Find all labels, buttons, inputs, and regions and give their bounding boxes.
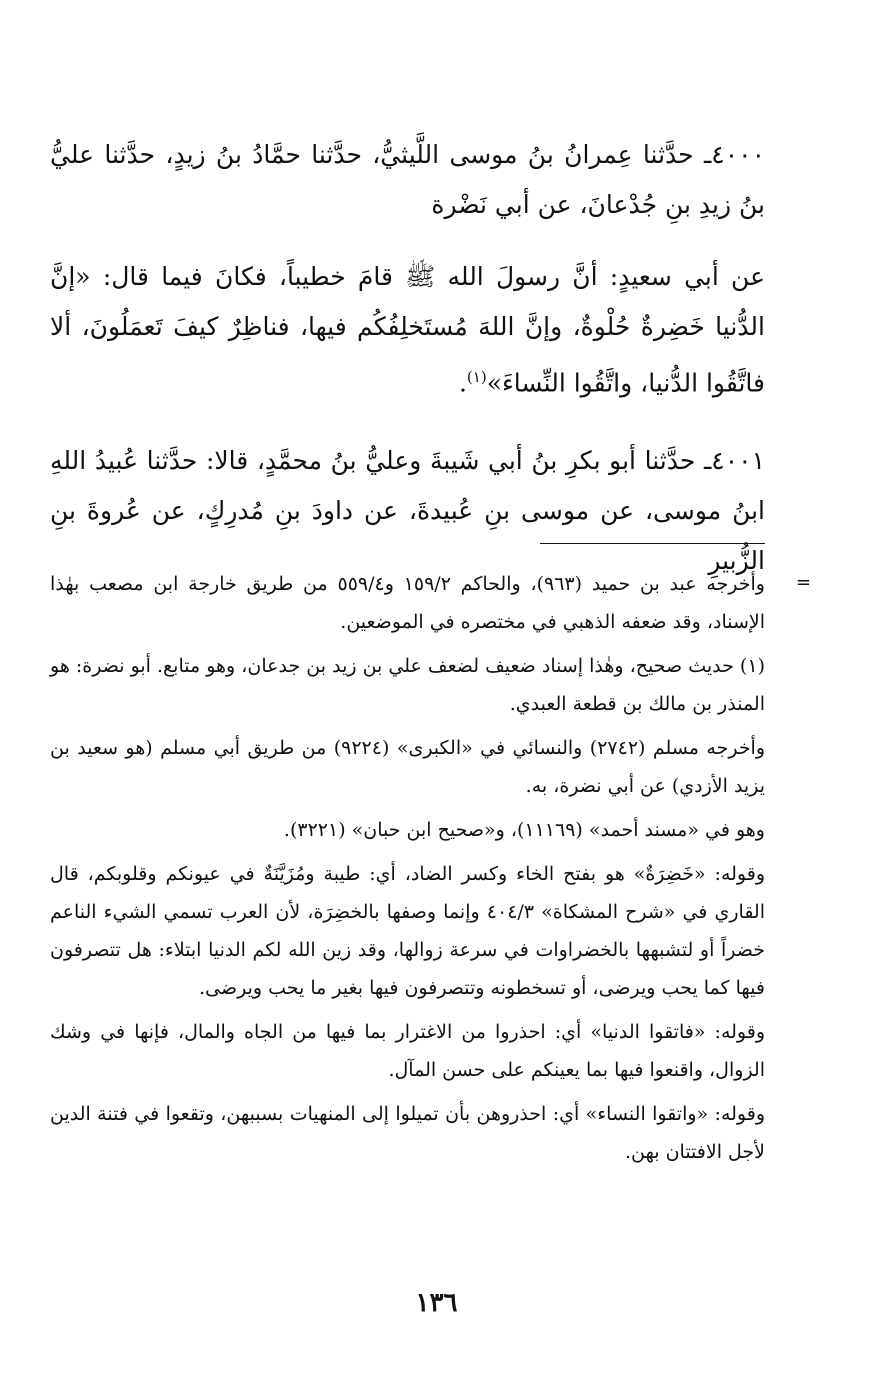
footnotes [50, 565, 765, 1177]
matn-end: . [458, 368, 467, 398]
page-number: ١٣٦ [415, 1288, 458, 1318]
continuation-mark: = [795, 572, 811, 593]
hadith-4000-isnad [50, 130, 765, 230]
footnote-continuation: وأخرجه عبد بن حميد (٩٦٣)، والحاكم ١٥٩/٢ و٥٥٩/٤ من طريق خارجة ابن مصعب بهٰذا الإسناد، وقد ضعفه الذهبي في مختصره في الموضعين. [50, 573, 765, 633]
footnote-divider [540, 543, 765, 544]
matn-intro: عن أبي سعيدٍ: أنَّ رسولَ الله ﷺ قامَ خطيباً، فكانَ فيما قال: [102, 262, 765, 291]
footnote-1-gloss-khadira: وقوله: «خَضِرَةٌ» هو بفتح الخاء وكسر الضاد، أي: طيبة ومُزَيَّنَةٌ في عيونكم وقلوبكم، قال القاري في «شرح المشكاة» ٤٠٤/٣ وإنما وصفها بالخضِرَة، لأن العرب تسمي الشيء الناعم خضراً أو لتشبهها بالخضراوات في سرعة زوالها، وقد زين الله لكم الدنيا ابتلاء: هل تتصرفون فيها كما يحب ويرضى، أو تسخطونه وتتصرفون فيها بغير ما يحب ويرضى. [50, 863, 766, 999]
isnad-text: حدَّثنا عِمرانُ بنُ موسى اللَّيثيُّ، حدَّثنا حمَّادُ بنُ زيدٍ، حدَّثنا عليُّ بنُ زيدِ بنِ جُدْعانَ، عن أبي نَضْرة [50, 140, 765, 219]
footnote-1-sources: وهو في «مسند أحمد» (١١١٦٩)، و«صحيح ابن حبان» (٣٢٢١). [283, 819, 765, 841]
isnad-text: حدَّثنا أبو بكرِ بنُ أبي شَيبةَ وعليُّ بنُ محمَّدٍ، قالا: حدَّثنا عُبيدُ اللهِ ابنُ موسى، عن موسى بنِ عُبيدةَ، عن داودَ بنِ مُدرِكٍ، عن عُروةَ بنِ الزُّبيرِ [50, 446, 765, 576]
hadith-number: ٤٠٠٠ـ [703, 140, 765, 169]
footnote-1-gloss-dunya: وقوله: «فاتقوا الدنيا» أي: احذروا من الاغترار بما فيها من الجاه والمال، فإنها في وشك الزوال، واقنعوا فيها بما يعينكم على حسن المآل. [50, 1021, 765, 1081]
hadith-number: ٤٠٠١ـ [703, 446, 765, 476]
hadith-4000-matn [50, 252, 765, 408]
footnote-1-gloss-nisa: وقوله: «واتقوا النساء» أي: احذروهن بأن تميلوا إلى المنهيات بسببهن، وتقعوا في فتنة الدين لأجل الافتتان بهن. [50, 1103, 765, 1163]
footnote-reference: (١) [466, 368, 487, 386]
matn-quote: «إنَّ الدُّنيا خَضِرةٌ حُلْوةٌ، وإنَّ اللهَ مُستَخلِفُكُم فيها، فناظِرٌ كيفَ تَعمَلُونَ، ألا فاتَّقُوا الدُّنيا، واتَّقُوا النِّساءَ» [50, 262, 765, 398]
footnote-1: (١) حديث صحيح، وهٰذا إسناد ضعيف لضعف علي بن زيد بن جدعان، وهو متابع. أبو نضرة: هو المنذر بن مالك بن قطعة العبدي. [50, 655, 765, 715]
footnote-1-takhrij: وأخرجه مسلم (٢٧٤٢) والنسائي في «الكبرى» (٩٢٢٤) من طريق أبي مسلم (هو سعيد بن يزيد الأزدي) عن أبي نضرة، به. [50, 737, 766, 797]
main-text [50, 130, 765, 586]
hadith-4001-isnad [50, 436, 765, 586]
